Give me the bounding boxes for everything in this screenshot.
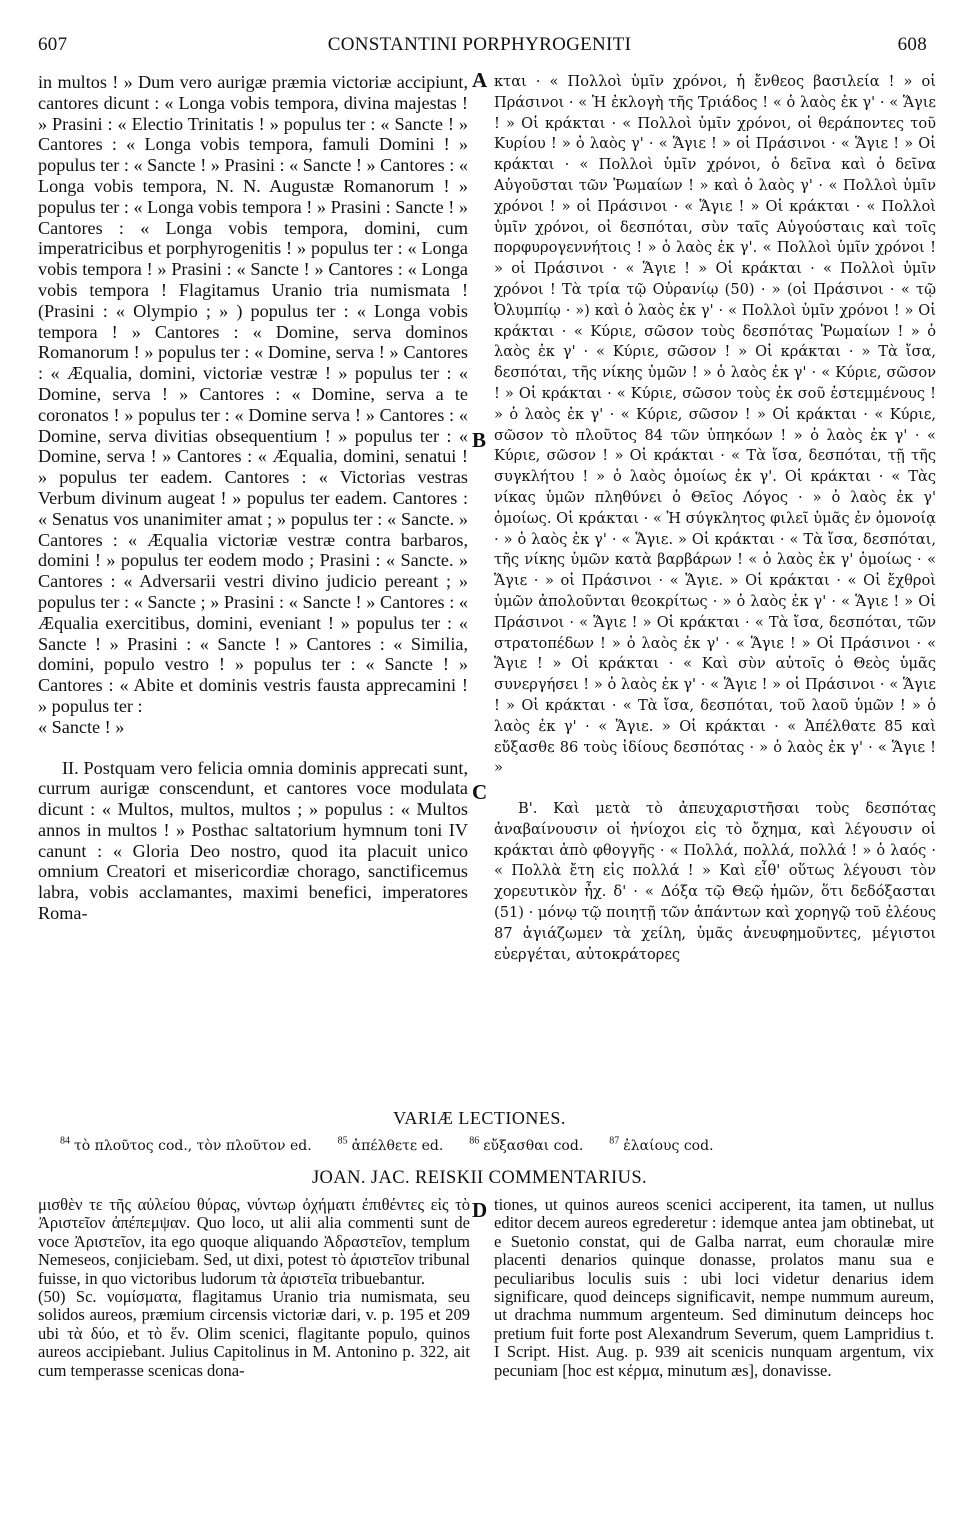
page-number-right: 608 [897,34,927,55]
latin-paragraph-1: in multos ! » Dum vero aurigæ præmia victoriæ accipiunt, cantores dicunt : « Longa vobis tempora, divina majestas ! » Prasini : « Electio Trinitatis ! » populus ter : « Sancte ! » Cantores : « Longa vobis tempora, famuli Domini ! » populus ter : « Sancte ! » Prasini : « Sancte ! » Cantores : « Longa vobis tempora, N. N. Augustæ Romanorum ! » populus ter : « Longa vobis tempora ! » Prasini : Sancte ! » Cantores : « Longa vobis tempora, domini, cum imperatricibus et porphyrogenitis ! » populus ter : « Longa vobis tempora ! » Prasini : « Sancte ! » Cantores : « Longa vobis tempora ! Flagitamus Uranio tria numismata ! (Prasini : « Olympio ; » ) populus ter : « Longa vobis tempora ! » Cantores : « Domine, serva dominos Romanorum ! » populus ter : « Domine, serva ! » Cantores : « Æqualia, domini, victoriæ vestræ ! » populus ter : « Domine, serva ! » Cantores : « Domine, serva a te coronatos ! » populus ter : « Domine serva ! » Cantores : « Domine, serva divitias obsequentium ! » populus ter : « Domine, serva ! » Cantores : « Æqualia, domini, senatui ! » populus ter eadem. Cantores : « Victorias vestras Verbum divinum augeat ! » populus ter eadem. Cantores : « Senatus vos unanimiter amat ; » populus ter : « Sancte. » Cantores : « Æqualia victoriæ vestræ contra barbaros, domini ! » populus ter eodem modo ; Prasini : « Sancte. » Cantores : « Adversarii vestri divino judicio pereant ; » populus ter : « Sancte ; » Prasini : « Sancte ! » Cantores : « Æqualia exercitibus, domini, eveniant ! » populus ter : « Sancte ! » Prasini : « Sancte ! » Cantores : « Similia, domini, populo vestro ! » populus ter : « Sancte ! » Cantores : « Abite et dominis vestris fausta apprecamini ! » populus ter : [38,72,468,716]
margin-marker-b: B [472,428,487,452]
running-title: CONSTANTINI PORPHYROGENITI [327,34,632,55]
commentary-heading: JOAN. JAC. REISKII COMMENTARIUS. [311,1168,648,1188]
variae-lectiones-line [60,1136,920,1155]
page-number-left: 607 [38,34,68,55]
variant-reading: $^{85}$ ἀπέλθετε ed. [337,1136,444,1155]
latin-paragraph-1-end: « Sancte ! » [38,716,125,737]
variant-reading: $^{86}$ εὔξασθαι cod. [469,1136,584,1155]
greek-column [494,72,936,965]
latin-paragraph-2: II. Postquam vero felicia omnia dominis apprecati sunt, currum aurigæ conscendunt, et cantores voce modulata dicunt : « Multos, multos, multos ; » populus : « Multos annos in multos ! » Posthac saltatorium hymnum toni IV canunt : « Gloria Deo nostro, quod ita placuit unico omnium Creatori et misericordiæ chorago, sanctificemus labra, vobis acclamantes, maximi benefici, imperatores Roma- [38,757,468,924]
commentary-left-column [38,1196,470,1380]
latin-column [38,72,468,924]
commentary-left-paragraph-2: (50) Sc. νομίσματα, flagitamus Uranio tria numismata, seu solidos aureos, præmium circensis victoriæ dari, v. p. 195 et 209 ubi τὰ δύο, et τὸ ἕν. Olim scenici, flagitante populo, quinos aureos accipiebant. Julius Capitolinus in M. Antonino p. 322, ait cum temperasse scenicas dona- [38,1287,470,1380]
commentary-left-paragraph-1: μισθὲν τε τῆς αὐλείου θύρας, νύντωρ ὀχήματι ἐπιθέντες εἰς τὸ Ἀριστεῖον ἀπέπεμψαν. Quo loco, ut alii alia commenti sunt de voce Ἀριστεῖον, ita ego quoque aliquando Ἀδραστεῖον, templum Nemeseos, conjiciebam. Sed, ut dixi, potest τὸ ἀριστεῖον tribunal fuisse, in quo victoribus ludorum τὰ ἀριστεῖα tribuebantur. [38,1195,470,1288]
commentary-right-column [494,1196,934,1380]
commentary-right-paragraph-1: tiones, ut quinos aureos scenici acciperent, ita tamen, ut nullus editor decem aureos egrederetur : idemque antea jam obtinebat, ut e Suetonio constat, qui de Galba narrat, eum choraulæ mire placenti denarios quinque donasse, prolatos manu sua e peculiaribus loculis suis : ubi loci videtur denarius idem significare, quod deinceps significavit, nempe nummum aureum, ut drachma nummum argenteum. Sed diminutum deinceps hoc pretium fuit forte post Alexandrum Severum, quem Lampridius t. I Script. Hist. Aug. p. 939 ait scenicis nunquam argentum, vix pecuniam [hoc est κέρμα, minutum æs], donavisse. [494,1195,934,1380]
variae-lectiones-heading: VARIÆ LECTIONES. [393,1108,566,1128]
greek-paragraph-2: Β'. Καὶ μετὰ τὸ ἀπευχαριστῆσαι τοὺς δεσπότας ἀναβαίνουσιν οἱ ἡνίοχοι εἰς τὸ ὄχημα, καὶ λέγουσιν οἱ κράκται ἀπὸ φθογγῆς · « Πολλά, πολλά, πολλά ! » ὁ λαός · « Πολλὰ ἔτη εἰς πολλά ! » Καὶ εἶθ' οὕτως λέγουσι τὸν χορευτικὸν ἦχ. δ' · « Δόξα τῷ Θεῷ ἡμῶν, ὅτι δεδόξασται (51) · μόνῳ τῷ ποιητῇ τῶν ἁπάντων καὶ χορηγῷ τοῦ ἐλέους 87 ἁγιάζωμεν τὰ χείλη, ὑμᾶς ἀνευφημοῦντες, μέγιστοι εὐεργέται, αὐτοκράτορες [494,800,937,963]
variant-reading: $^{87}$ ἐλαίους cod. [609,1136,714,1155]
margin-marker-a: A [472,68,488,92]
variant-reading: $^{84}$ τὸ πλοῦτος cod., τὸν πλοῦτον ed. [60,1136,312,1155]
margin-marker-d: D [472,1198,488,1222]
margin-marker-c: C [472,780,488,804]
greek-paragraph-1: κται · « Πολλοὶ ὑμῖν χρόνοι, ἡ ἔνθεος βασιλεία ! » οἱ Πράσινοι · « Ἡ ἐκλογὴ τῆς Τριάδος ! « ὁ λαὸς ἐκ γ' · « Ἅγιε ! » Οἱ κράκται · « Πολλοὶ ὑμῖν χρόνοι, οἱ θεράποντες τοῦ Κυρίου ! » ὁ λαὸς γ' · « Ἅγιε ! » οἱ Πράσινοι · « Ἅγιε ! » Οἱ κράκται · « Πολλοὶ ὑμῖν χρόνοι, ὁ δεῖνα καὶ ὁ δεῖνα Αὐγοῦσται τῶν Ῥωμαίων ! » καὶ ὁ λαὸς γ' · « Πολλοὶ ὑμῖν χρόνοι ! » οἱ Πράσινοι · « Ἅγιε ! » Οἱ κράκται · « Πολλοὶ ὑμῖν χρόνοι, οἱ δεσπόται, σὺν ταῖς Αὐγούσταις καὶ τοῖς πορφυρογεννήτοις ! » ὁ λαὸς ἐκ γ'. « Πολλοὶ ὑμῖν χρόνοι ! » οἱ Πράσινοι · « Ἅγιε ! » Οἱ κράκται · « Πολλοὶ ὑμῖν χρόνοι ! Τὰ τρία τῷ Οὐρανίῳ (50) · » (οἱ Πράσινοι · « τῷ Ὀλυμπίῳ · ») καὶ ὁ λαὸς ἐκ γ' · « Πολλοὶ ὑμῖν χρόνοι ! » Οἱ κράκται · « Κύριε, σῶσον τοὺς δεσπότας Ῥωμαίων ! » ὁ λαὸς ἐκ γ' · « Κύριε, σῶσον ! » Οἱ κράκται · » Τὰ ἴσα, δεσπόται, τῆς νίκης ὑμῶν ! » ὁ λαὸς ἐκ γ' · « Κύριε, σῶσον ! » Οἱ κράκται · « Κύριε, σῶσον τοὺς ἐκ σοῦ ἐστεμμένους ! » ὁ λαὸς ἐκ γ' · « Κύριε, σῶσον ! » Οἱ κράκται · « Κύριε, σῶσον τὸ πλοῦτος 84 τῶν ὑπηκόων ! » ὁ λαὸς ἐκ γ' · « Κύριε, σῶσον ! » Οἱ κράκται · « Τὰ ἴσα, δεσπόται, τῇ τῆς συγκλήτου ! » ὁ λαὸς ὁμοίως ἐκ γ'. Οἱ κράκται · « Τὰς νίκας ὑμῶν πληθύνει ὁ Θεῖος Λόγος · » ὁ λαὸς ἐκ γ' ὁμοίως. Οἱ κράκται · « Ἡ σύγκλητος φιλεῖ ὑμᾶς ἐν ὁμονοίᾳ · » ὁ λαὸς ἐκ γ' · « Ἅγιε. » Οἱ κράκται · « Τὰ ἴσα, δεσπόται, τῆς νίκης ὑμῶν κατὰ βαρβάρων ! « ὁ λαὸς ἐκ γ' ὁμοίως · « Ἅγιε · » οἱ Πράσινοι · « Ἅγιε. » Οἱ κράκται · « Οἱ ἔχθροὶ ὑμῶν ἀπολοῦνται θεοκρίτως · » ὁ λαὸς ἐκ γ' · « Ἅγιε ! » Οἱ Πράσινοι · « Ἅγιε ! » Οἱ κράκται · « Τὰ ἴσα, δεσπόται, τῶν στρατοπέδων ! » ὁ λαὸς ἐκ γ' · « Ἅγιε ! » Οἱ Πράσινοι · « Ἅγιε ! » Οἱ κράκται · « Καὶ σὺν αὐτοῖς ὁ Θεὸς ὑμᾶς συνεργήσει ! » ὁ λαὸς ἐκ γ' · « Ἅγιε ! » οἱ Πράσινοι · « Ἅγιε ! » Οἱ κράκται · « Τὰ ἴσα, δεσπόται, τοῦ λαοῦ ὑμῶν ! » ὁ λαὸς ἐκ γ' · « Ἅγιε. » Οἱ κράκται · « Ἀπέλθατε 85 καὶ εὔξασθε 86 τοὺς ἰδίους δεσπότας · » ὁ λαὸς ἐκ γ' · « Ἅγιε ! » [494,73,936,777]
